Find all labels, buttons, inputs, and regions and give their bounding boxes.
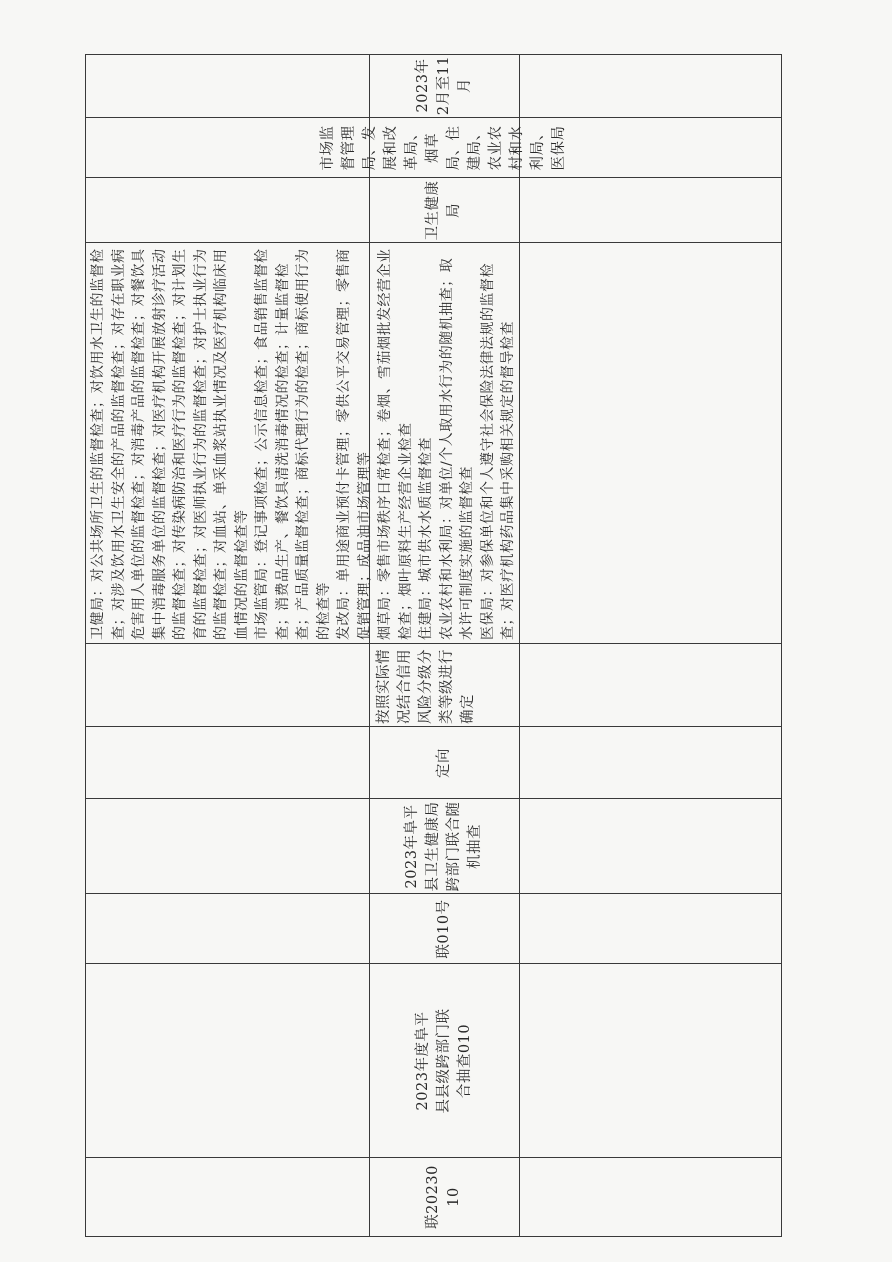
partner-depts-cell xyxy=(320,118,567,178)
item-agriculture-water: 农业农村和水利局：对单位/个人取用水行为的随机抽查；取水许可制度实施的监督检查 xyxy=(438,257,475,640)
method-text: 按照实际情况结合信用风险分级分类等级进行确定 xyxy=(376,649,476,724)
table-divider xyxy=(519,55,520,1236)
partner-depts: 市场监督管理局、发展和改革局、烟草局、住建局、农业农村和水利局、医保局 xyxy=(320,125,567,171)
task-id: 联2023010 xyxy=(425,1165,462,1229)
check-type-cell xyxy=(369,727,519,799)
item-tobacco: 烟草局：零售市场秩序日常检查；卷烟、雪茄烟批发经营企业检查；烟叶原料生产经营企业检查 xyxy=(377,248,414,640)
check-items-cell xyxy=(86,243,783,644)
spot-check-table xyxy=(85,54,782,1237)
method-cell xyxy=(369,644,519,727)
check-period: 2023年2月至11月 xyxy=(414,55,473,116)
task-name: 2023年度阜平县县级跨部门联合抽查010 xyxy=(414,1008,473,1114)
item-health: 卫健局：对公共场所卫生的监督检查；对饮用水卫生的监督检查；对涉及饮用水卫生安全的产品的监督检查；对存在职业病危害用人单位的监督检查；对消毒产品的监督检查；对餐饮具集中消毒服务单位的监督检查；对医疗机构开展放射诊疗活动的监督检查；对传染病防治和医疗行为的监督检查；对计划生育的监督检查；对医师执业行为的监督检查；对护士执业行为的监督检查；对血站、单采血浆站执业情况及医疗机构临床用血情况的监督检查等 xyxy=(90,248,250,640)
item-medical-insurance: 医保局：对参保单位和个人遵守社会保险法律法规的监督检查；对医疗机构药品集中采购相关规定的督导检查 xyxy=(479,263,516,640)
doc-number: 联010号 xyxy=(435,899,452,959)
item-housing: 住建局：城市供水水质监督检查 xyxy=(418,437,434,640)
plan-title: 2023年阜平县卫生健康局跨部门联合随机抽查 xyxy=(404,801,483,892)
doc-number-cell xyxy=(369,894,519,964)
item-development: 发改局：单用途商业预付卡管理；零供公平交易管理；零售商促销管理；成品油市场管理等 xyxy=(336,248,373,640)
lead-dept: 卫生健康局 xyxy=(425,180,462,241)
task-id-cell xyxy=(369,1158,519,1236)
check-type: 定向 xyxy=(435,748,452,778)
period-cell xyxy=(369,53,519,118)
lead-dept-cell xyxy=(369,178,519,243)
task-name-cell xyxy=(369,964,519,1158)
item-market: 市场监管局：登记事项检查；公示信息检查；食品销售监督检查；消费品生产、餐饮具清洗消毒情况的检查；计量监督检查；产品质量监督检查；商标代理行为的检查；商标使用行为的检查等 xyxy=(254,248,332,640)
plan-title-cell xyxy=(369,799,519,894)
